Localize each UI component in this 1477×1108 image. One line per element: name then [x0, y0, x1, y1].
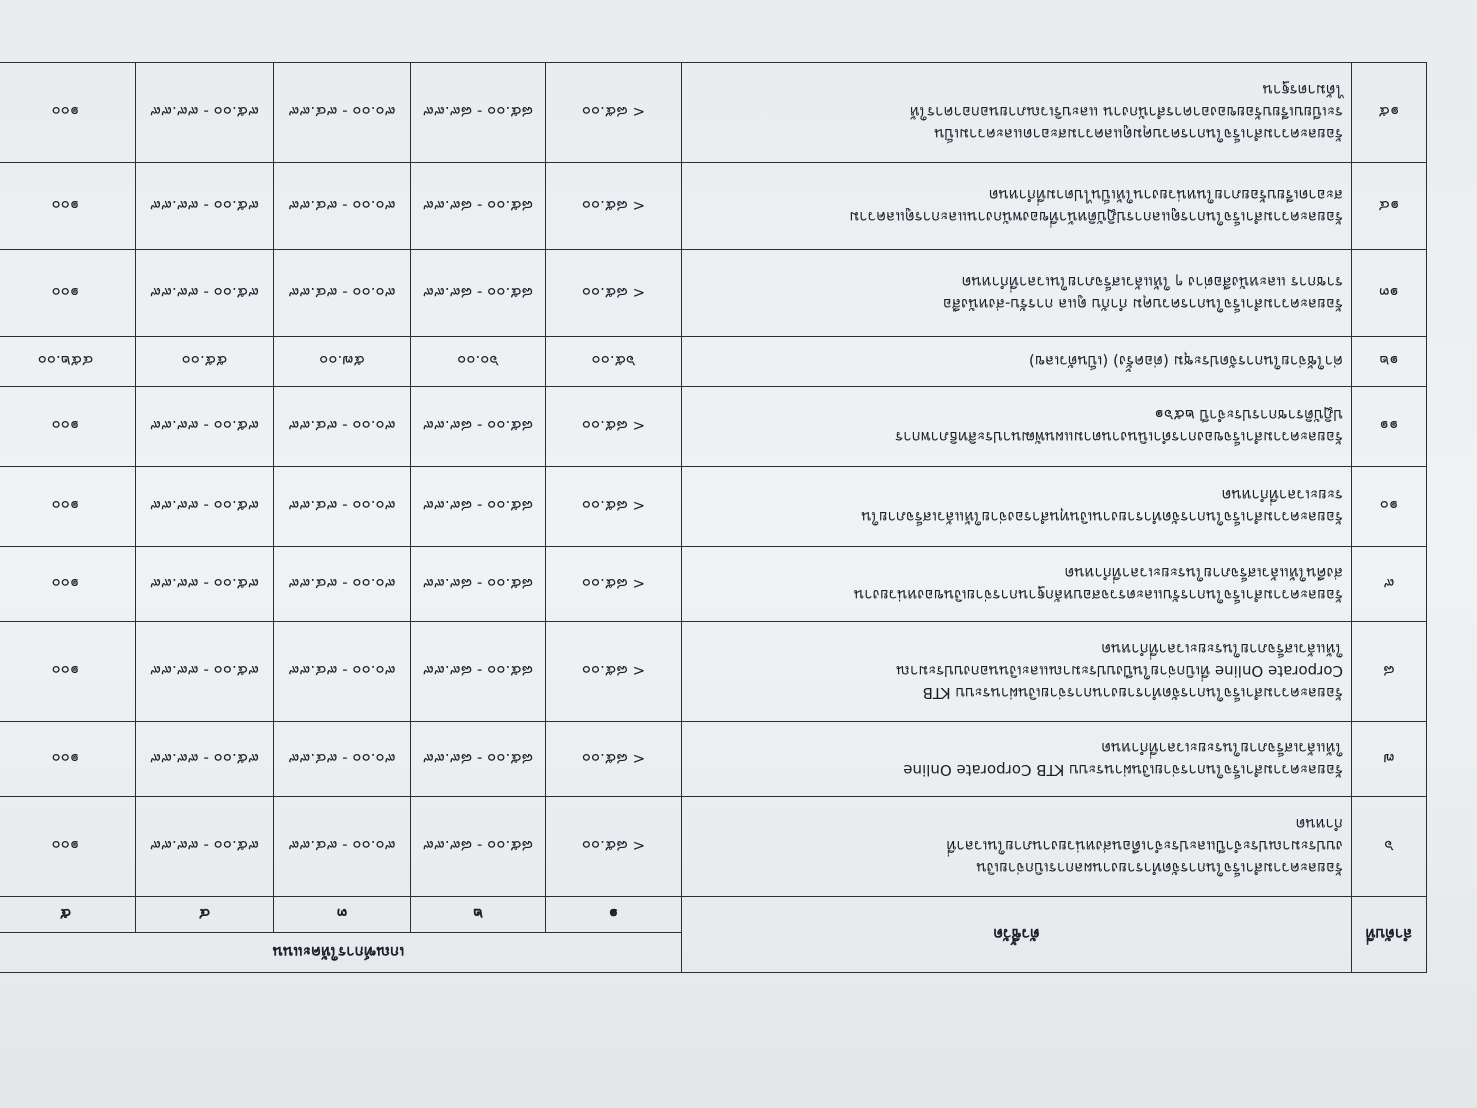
criteria-level-5: ๑๐๐ [0, 387, 136, 467]
criteria-level-5: ๑๐๐ [0, 163, 136, 250]
row-order-number: ๑๐ [1352, 467, 1427, 547]
row-order-number: ๗ [1352, 722, 1427, 797]
criteria-level-2: ๘๕.๐๐ - ๘๙.๙๙ [411, 622, 546, 722]
indicator-line: ร้อยละความสำเร็จในการจ่ายเงินผ่านระบบ KTB Corporate Online [903, 761, 1343, 779]
table-row [0, 722, 1427, 797]
table-row [0, 337, 1427, 387]
table-row [0, 387, 1427, 467]
criteria-level-2: ๘๕.๐๐ - ๘๙.๙๙ [411, 547, 546, 622]
criteria-level-2: ๘๕.๐๐ - ๘๙.๙๙ [411, 250, 546, 337]
indicator-line: ค่าใช้จ่ายในการจัดประชุม (ต่อครั้ง) (เป็นตัวเลข) [1028, 352, 1343, 371]
row-order-number: ๙ [1352, 547, 1427, 622]
indicator-line: ร้อยละความสำเร็จในการควบคุมดูแลความสะอาดและความเป็น [934, 125, 1343, 144]
table-row [0, 467, 1427, 547]
criteria-level-2: ๘๕.๐๐ - ๘๙.๙๙ [411, 797, 546, 897]
table-row [0, 797, 1427, 897]
criteria-level-4: ๙๕.๐๐ - ๙๙.๙๙ [136, 622, 274, 722]
criteria-level-1: < ๘๕.๐๐ [546, 797, 682, 897]
row-indicator [682, 337, 1352, 387]
criteria-level-5: ๑๐๐ [0, 547, 136, 622]
row-indicator [682, 467, 1352, 547]
rotated-content [37, 63, 1427, 973]
criteria-level-4: ๙๕.๐๐ - ๙๙.๙๙ [136, 250, 274, 337]
table-row [0, 63, 1427, 163]
indicator-line: ร้อยละความสำเร็จในการจัดทำรายงานผลการเบิกจ่ายเงิน [976, 859, 1343, 878]
indicator-line: ได้มาตรฐาน [1262, 81, 1343, 100]
header-criteria: เกณฑ์การให้คะแนน [0, 933, 682, 973]
criteria-level-5: ๑๐๐ [0, 250, 136, 337]
indicator-line: ร้อยละความสำเร็จของการดำเนินงานตามแผนพัฒนาประสิทธิภาพการ [895, 428, 1343, 447]
row-order-number: ๑๓ [1352, 250, 1427, 337]
row-indicator [682, 387, 1352, 467]
header-level-1: ๑ [546, 897, 682, 933]
row-indicator [682, 622, 1352, 722]
criteria-level-3: ๙๐.๐๐ - ๙๔.๙๙ [274, 797, 411, 897]
criteria-level-4: ๙๕.๐๐ - ๙๙.๙๙ [136, 467, 274, 547]
row-order-number: ๑๑ [1352, 387, 1427, 467]
criteria-level-5: ๑๐๐ [0, 622, 136, 722]
criteria-level-1: < ๘๕.๐๐ [546, 547, 682, 622]
criteria-level-5: ๔๕๒.๐๐ [0, 337, 136, 387]
criteria-level-2: ๘๕.๐๐ - ๘๙.๙๙ [411, 163, 546, 250]
criteria-level-3: ๕๗.๐๐ [274, 337, 411, 387]
criteria-level-4: ๙๕.๐๐ - ๙๙.๙๙ [136, 387, 274, 467]
table-row [0, 622, 1427, 722]
criteria-level-4: ๙๕.๐๐ - ๙๙.๙๙ [136, 722, 274, 797]
row-order-number: ๑๕ [1352, 63, 1427, 163]
criteria-level-1: < ๘๕.๐๐ [546, 467, 682, 547]
row-order-number: ๑๒ [1352, 337, 1427, 387]
table-row [0, 250, 1427, 337]
criteria-level-1: < ๘๕.๐๐ [546, 63, 682, 163]
criteria-level-3: ๙๐.๐๐ - ๙๔.๙๙ [274, 722, 411, 797]
criteria-level-3: ๙๐.๐๐ - ๙๔.๙๙ [274, 250, 411, 337]
indicator-line: ร้อยละความสำเร็จในการรับและตรวจสอบหลักฐานการจ่ายเงินของหน่วยงาน [853, 586, 1343, 604]
row-indicator [682, 547, 1352, 622]
header-indicator: ตัวชี้วัด [682, 897, 1352, 973]
criteria-level-2: ๘๕.๐๐ - ๘๙.๙๙ [411, 387, 546, 467]
criteria-level-1: < ๘๕.๐๐ [546, 722, 682, 797]
criteria-level-3: ๙๐.๐๐ - ๙๔.๙๙ [274, 163, 411, 250]
criteria-level-1: < ๘๕.๐๐ [546, 250, 682, 337]
criteria-level-1: < ๘๕.๐๐ [546, 622, 682, 722]
row-order-number: ๘ [1352, 622, 1427, 722]
indicator-line: สะอาดเรียบร้อยภายในหน่วยงานให้เป็นไปตามที่กำหนด [988, 186, 1343, 204]
criteria-level-3: ๙๐.๐๐ - ๙๔.๙๙ [274, 63, 411, 163]
criteria-level-5: ๑๐๐ [0, 797, 136, 897]
indicator-line: ให้แล้วเสร็จภายในระยะเวลาที่กำหนด [1101, 739, 1343, 757]
table-row [0, 163, 1427, 250]
indicator-line: ร้อยละความสำเร็จในการจัดทำรายงานเงินทุนสำรองจ่ายให้แล้วเสร็จภายใน [861, 508, 1343, 527]
criteria-level-1: ๖๕.๐๐ [546, 337, 682, 387]
criteria-level-5: ๑๐๐ [0, 722, 136, 797]
indicator-line: ระเบียบเรียบร้อยของอาคารสำนักงาน และบริเวณภายนอกอาคารให้ [909, 103, 1343, 122]
criteria-level-2: ๖๐.๐๐ [411, 337, 546, 387]
header-level-3: ๓ [274, 897, 411, 933]
indicator-line: ให้แล้วเสร็จภายในระยะเวลาที่กำหนด [1101, 640, 1343, 659]
row-order-number: ๑๔ [1352, 163, 1427, 250]
criteria-level-5: ๑๐๐ [0, 63, 136, 163]
row-indicator [682, 797, 1352, 897]
indicator-line: Corporate Online ที่เบิกจ่ายในปีงบประมาณและเงินนอกงบประมาณ [895, 662, 1343, 681]
indicator-line: ปฏิบัติราชการประจำปี ๒๕๖๑ [1154, 406, 1343, 425]
row-indicator [682, 722, 1352, 797]
indicator-line: กำหนด [1295, 815, 1343, 834]
indicator-line: ระยะเวลาที่กำหนด [1221, 486, 1343, 505]
indicator-line: ร้อยละความสำเร็จในการดูแลการปฏิบัติหน้าที่ของพนักงานและการดูแลความ [849, 208, 1343, 226]
header-level-5: ๕ [0, 897, 136, 933]
criteria-level-4: ๙๕.๐๐ - ๙๙.๙๙ [136, 63, 274, 163]
criteria-level-5: ๑๐๐ [0, 467, 136, 547]
row-indicator [682, 63, 1352, 163]
criteria-level-3: ๙๐.๐๐ - ๙๔.๙๙ [274, 547, 411, 622]
row-indicator [682, 163, 1352, 250]
row-order-number: ๖ [1352, 797, 1427, 897]
indicator-line: ราชการ และหนังสือต่าง ๆ ให้แล้วเสร็จภายในเวลาที่กำหนด [961, 273, 1343, 291]
indicator-line: ส่งคืนให้แล้วเสร็จภายในระยะเวลาที่กำหนด [1064, 564, 1343, 582]
criteria-level-2: ๘๕.๐๐ - ๘๙.๙๙ [411, 467, 546, 547]
kpi-table [0, 62, 1427, 973]
criteria-level-2: ๘๕.๐๐ - ๘๙.๙๙ [411, 63, 546, 163]
header-level-4: ๔ [136, 897, 274, 933]
criteria-level-4: ๕๕.๐๐ [136, 337, 274, 387]
criteria-level-3: ๙๐.๐๐ - ๙๔.๙๙ [274, 387, 411, 467]
indicator-line: งบประมาณประจำปีและประจำเดือนส่งหน่วยงานภายในเวลาที่ [946, 837, 1343, 856]
criteria-level-1: < ๘๕.๐๐ [546, 387, 682, 467]
criteria-level-3: ๙๐.๐๐ - ๙๔.๙๙ [274, 467, 411, 547]
criteria-level-4: ๙๕.๐๐ - ๙๙.๙๙ [136, 163, 274, 250]
criteria-level-1: < ๘๕.๐๐ [546, 163, 682, 250]
criteria-level-2: ๘๕.๐๐ - ๘๙.๙๙ [411, 722, 546, 797]
row-indicator [682, 250, 1352, 337]
table-row [0, 547, 1427, 622]
header-level-2: ๒ [411, 897, 546, 933]
indicator-line: ร้อยละความสำเร็จในการควบคุม กำกับ ดูแล การรับ-ส่งหนังสือ [942, 295, 1343, 313]
criteria-level-4: ๙๕.๐๐ - ๙๙.๙๙ [136, 797, 274, 897]
indicator-line: ร้อยละความสำเร็จในการจัดทำรายงานการจ่ายเงินผ่านระบบ KTB [922, 684, 1343, 703]
criteria-level-4: ๙๕.๐๐ - ๙๙.๙๙ [136, 547, 274, 622]
criteria-level-3: ๙๐.๐๐ - ๙๔.๙๙ [274, 622, 411, 722]
header-order: ลำดับที่ [1352, 897, 1427, 973]
